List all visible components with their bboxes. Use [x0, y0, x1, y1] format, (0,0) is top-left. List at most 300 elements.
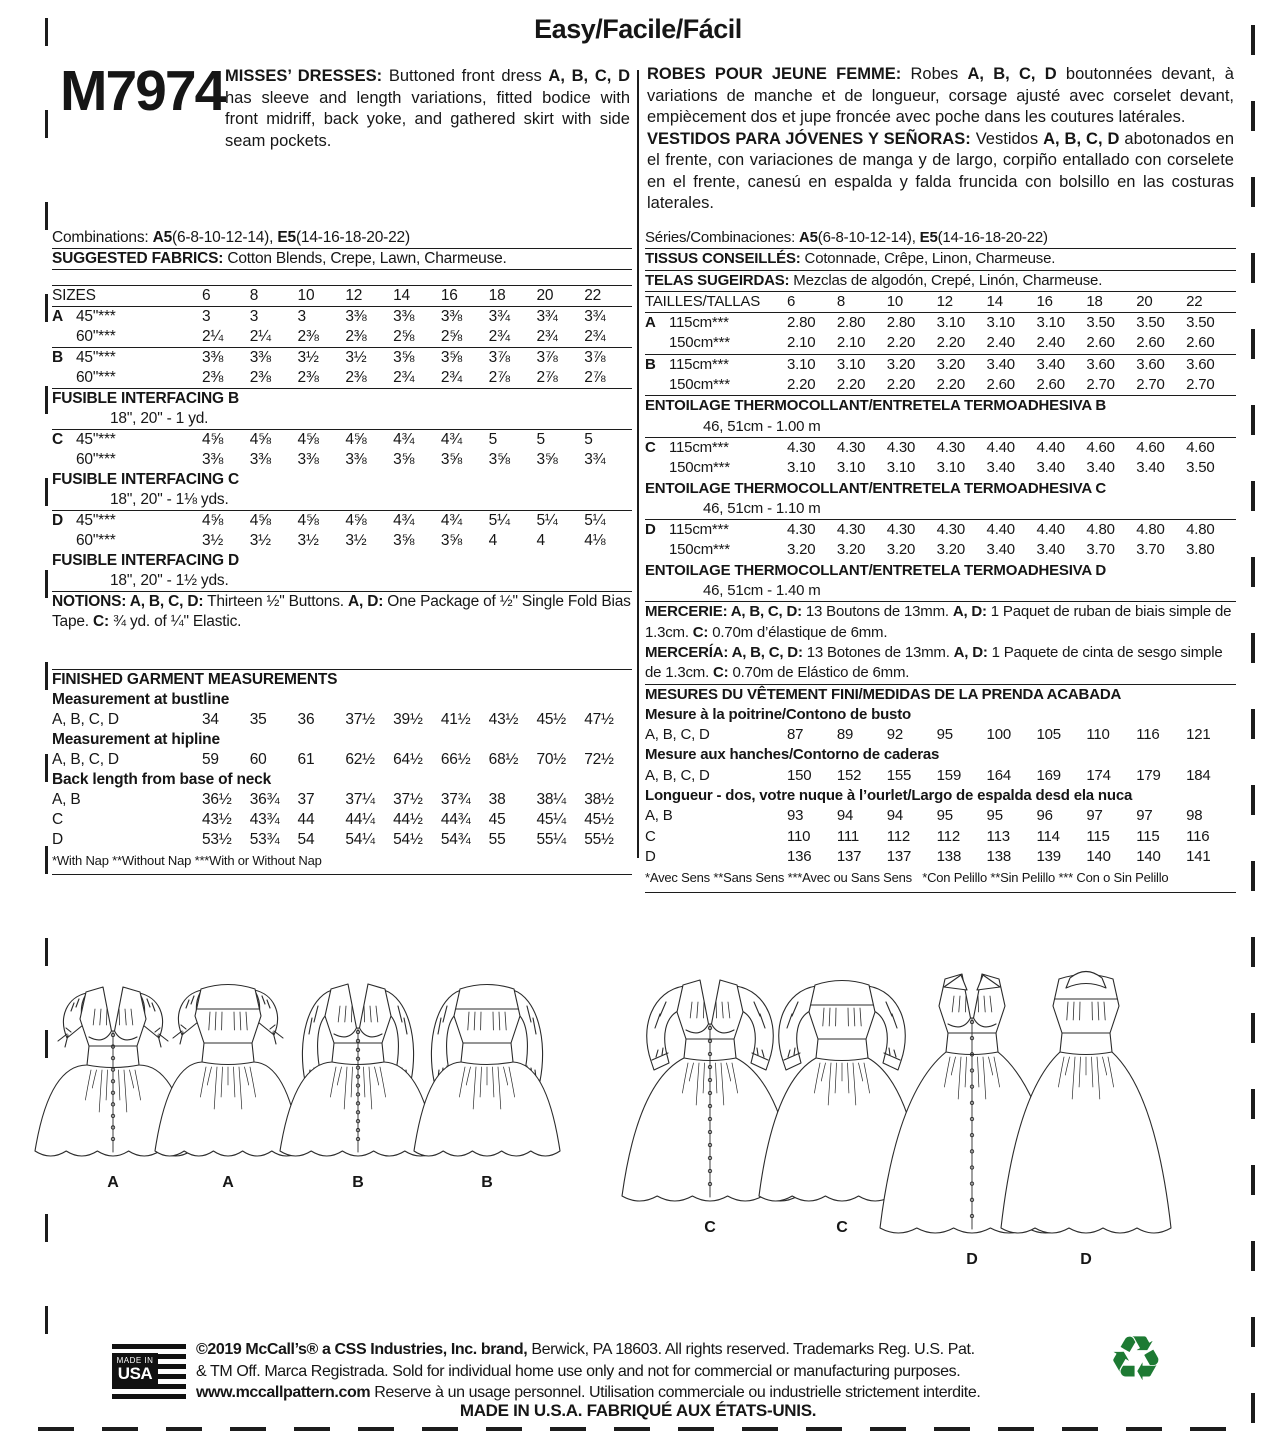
- yardage-value: 4.30: [886, 438, 916, 456]
- measurement-value: 174: [1086, 766, 1111, 784]
- measurement-value: 38: [488, 791, 506, 808]
- notions-text: NOTIONS: A, B, C, D: Thirteen ½" Buttons. A, D: One Package of ½" Single Fold Bias Tape. C: ¾ yd. of ¼" Elastic.: [52, 593, 631, 630]
- view-letter: D: [52, 512, 63, 529]
- yardage-value: 3.10: [1036, 314, 1065, 332]
- yardage-value: 3½: [345, 532, 367, 549]
- measurement-value: 116: [1136, 726, 1160, 744]
- dress-view-a-front: [35, 987, 191, 1191]
- yardage-value: 2.70: [1136, 376, 1165, 394]
- measurement-value: 93: [787, 807, 804, 825]
- yardage-value: 5: [536, 431, 545, 448]
- measurement-value: 70½: [536, 751, 567, 768]
- yardage-value: 2⅜: [345, 369, 367, 386]
- yardage-value: 3.20: [936, 541, 966, 559]
- fabric-width-label: 60"***: [76, 532, 116, 549]
- yardage-value: 2.80: [886, 314, 916, 332]
- measurement-value: 112: [886, 827, 911, 845]
- yardage-value: 3.10: [787, 355, 816, 373]
- yardage-value: 3⅝: [440, 532, 463, 549]
- size-label: 8: [249, 287, 259, 304]
- yardage-value: 3.10: [836, 459, 866, 477]
- yardage-value: 4: [536, 532, 545, 549]
- measurement-value: 105: [1036, 726, 1061, 744]
- measurement-views: C: [52, 811, 63, 828]
- yardage-value: 3.70: [1086, 541, 1115, 559]
- yardage-value: 5¼: [488, 512, 510, 529]
- fabric-width-label: 45"***: [76, 349, 116, 366]
- yardage-value: 3⅜: [202, 451, 224, 468]
- yardage-value: 2.10: [787, 334, 816, 352]
- measurement-value: 59: [202, 751, 219, 768]
- view-letter: C: [645, 438, 656, 456]
- measurement-views: D: [52, 831, 63, 848]
- yardage-value: 3.50: [1086, 314, 1115, 332]
- yardage-value: 3⅜: [345, 451, 367, 468]
- measurement-value: 100: [986, 726, 1011, 744]
- measurement-views: A, B, C, D: [645, 726, 710, 744]
- measurement-heading: Measurement at bustline: [52, 691, 230, 708]
- yardage-value: 3.20: [836, 541, 866, 559]
- measurement-value: 152: [836, 766, 862, 784]
- measurement-value: 37½: [345, 711, 375, 728]
- yardage-value: 3.10: [886, 459, 916, 477]
- measurement-value: 97: [1136, 807, 1153, 825]
- dress-view-d-back: [1001, 972, 1171, 1269]
- yardage-value: 3.20: [886, 541, 916, 559]
- view-label: D: [966, 1251, 978, 1268]
- size-label: 16: [1036, 292, 1053, 310]
- interfacing-yardage: 18", 20" - 1 yd.: [110, 410, 209, 427]
- made-in-usa-flag-logo: [112, 1344, 186, 1402]
- measurement-value: 87: [787, 726, 804, 744]
- size-table-title: SIZES: [52, 287, 96, 304]
- yardage-value: 4⅝: [297, 431, 319, 448]
- interfacing-yardage: 18", 20" - 1½ yds.: [110, 572, 229, 589]
- size-label: 22: [1186, 292, 1203, 310]
- sens-pelillo-footnote: *Avec Sens **Sans Sens ***Avec ou Sans Sens *Con Pelillo **Sin Pelillo *** Con o Sin Pelillo: [645, 867, 1236, 892]
- measurement-value: 44½: [393, 811, 423, 828]
- size-label: 12: [345, 287, 363, 304]
- view-label: C: [704, 1219, 716, 1236]
- yardage-value: 2⅞: [536, 369, 558, 386]
- yardage-value: 2¾: [488, 328, 510, 345]
- size-label: 16: [440, 287, 458, 304]
- measurement-value: 66½: [440, 751, 471, 768]
- yardage-value: 2¾: [536, 328, 558, 345]
- fabric-width-label: 60"***: [76, 451, 116, 468]
- measurement-value: 41½: [440, 711, 471, 728]
- yardage-value: 3⅝: [393, 349, 415, 366]
- measurement-value: 110: [1086, 726, 1110, 744]
- measurement-value: 121: [1186, 726, 1211, 744]
- yardage-value: 4⅝: [249, 431, 271, 448]
- measurement-value: 159: [936, 766, 962, 784]
- yardage-value: 2⅜: [249, 369, 271, 386]
- combinations-line: Combinations: A5(6-8-10-12-14), E5(14-16-18-20-22): [52, 229, 410, 246]
- yardage-value: 3.40: [1036, 541, 1065, 559]
- yardage-value: 2.60: [1086, 334, 1115, 352]
- measurement-value: 184: [1186, 766, 1211, 784]
- yardage-value: 3⅝: [393, 451, 415, 468]
- yardage-value: 2.60: [1036, 376, 1065, 394]
- measurement-value: 37¼: [345, 791, 375, 808]
- view-label: A: [222, 1174, 234, 1191]
- yardage-value: 4⅝: [345, 431, 367, 448]
- interfacing-heading: ENTOILAGE THERMOCOLLANT/ENTRETELA TERMOADHESIVA B: [645, 395, 1236, 416]
- measurement-value: 155: [886, 766, 912, 784]
- yardage-value: 5¼: [584, 512, 606, 529]
- measurement-value: 45½: [584, 811, 614, 828]
- measurement-value: 54¼: [345, 831, 375, 848]
- yardage-value: 3.60: [1136, 355, 1165, 373]
- yardage-value: 2¾: [584, 328, 606, 345]
- pattern-number: M7974: [60, 59, 225, 123]
- yardage-value: 4.60: [1186, 438, 1215, 456]
- yardage-value: 4¾: [440, 512, 463, 529]
- yardage-value: 3½: [249, 532, 271, 549]
- measurement-value: 96: [1036, 807, 1053, 825]
- measurement-views: A, B, C, D: [645, 766, 710, 784]
- yardage-value: 2⅜: [297, 328, 319, 345]
- yardage-value: 2⅝: [393, 328, 415, 345]
- measurement-value: 140: [1136, 847, 1161, 865]
- yardage-value: 4¾: [393, 512, 415, 529]
- yardage-value: 4⅝: [202, 512, 224, 529]
- measurement-value: 35: [249, 711, 267, 728]
- yardage-value: 5: [488, 431, 498, 448]
- measurement-value: 37½: [393, 791, 423, 808]
- size-label: 18: [1086, 292, 1103, 310]
- measurement-heading: Measurement at hipline: [52, 731, 220, 748]
- measurement-value: 95: [936, 726, 953, 744]
- yardage-value: 2¼: [249, 328, 271, 345]
- yardage-value: 3⅝: [488, 451, 510, 468]
- measurement-value: 45½: [536, 711, 567, 728]
- yardage-value: 2⅞: [584, 369, 606, 386]
- measurement-heading: Mesure aux hanches/Contorno de caderas: [645, 746, 940, 764]
- yardage-value: 2.60: [986, 376, 1015, 394]
- measurement-value: 138: [936, 847, 962, 865]
- measurement-value: 38¼: [536, 791, 567, 808]
- fabric-width-label: 150cm***: [669, 541, 730, 559]
- yardage-value: 2.70: [1186, 376, 1215, 394]
- yardage-value: 4.30: [936, 521, 966, 539]
- telas-line: TELAS SUGEIRDAS: Mezclas de algodón, Crepé, Linón, Charmeuse.: [645, 270, 1236, 291]
- series-combinaciones-line: Séries/Combinaciones: A5(6-8-10-12-14), E5(14-16-18-20-22): [645, 229, 1048, 246]
- measurement-value: 97: [1086, 807, 1103, 825]
- interfacing-yardage: 46, 51cm - 1.10 m: [703, 499, 821, 517]
- dress-view-a-back: [155, 985, 301, 1192]
- measurement-views: C: [645, 827, 656, 845]
- measurement-value: 139: [1036, 847, 1061, 865]
- measurement-value: 37: [297, 791, 315, 808]
- measurement-value: 179: [1136, 766, 1161, 784]
- yardage-value: 3: [249, 308, 259, 325]
- yardage-value: 3.60: [1186, 355, 1215, 373]
- difficulty-label: Easy/Facile/Fácil: [534, 14, 742, 44]
- fabric-width-label: 150cm***: [669, 459, 730, 477]
- view-label: A: [107, 1174, 119, 1191]
- yardage-value: 4.30: [886, 521, 916, 539]
- interfacing-heading: ENTOILAGE THERMOCOLLANT/ENTRETELA TERMOADHESIVA D: [645, 561, 1107, 579]
- yardage-value: 3½: [202, 532, 224, 549]
- yardage-value: 2.20: [787, 376, 816, 394]
- yardage-value: 3⅜: [345, 308, 367, 325]
- yardage-value: 3¾: [536, 308, 558, 325]
- view-letter: C: [52, 431, 63, 448]
- yardage-value: 4¾: [393, 431, 415, 448]
- measurement-value: 115: [1136, 827, 1160, 845]
- view-letter: B: [645, 355, 656, 373]
- yardage-value: 3.50: [1186, 314, 1215, 332]
- measurement-value: 95: [986, 807, 1003, 825]
- yardage-value: 4.40: [986, 521, 1015, 539]
- fabric-width-label: 45"***: [76, 512, 116, 529]
- yardage-value: 3.10: [936, 459, 966, 477]
- yardage-value: 4.30: [836, 521, 866, 539]
- measurement-value: 45¼: [536, 811, 567, 828]
- measurement-value: 54: [297, 831, 315, 848]
- yardage-value: 3.10: [787, 459, 816, 477]
- measurement-value: 61: [297, 751, 315, 768]
- measurement-value: 110: [787, 827, 811, 845]
- suggested-fabrics-line: SUGGESTED FABRICS: Cotton Blends, Crepe, Lawn, Charmeuse.: [52, 248, 632, 270]
- yardage-value: 3.50: [1136, 314, 1165, 332]
- interfacing-heading: FUSIBLE INTERFACING C: [52, 471, 239, 488]
- yardage-value: 2.20: [886, 376, 916, 394]
- yardage-value: 4.30: [936, 438, 966, 456]
- view-letter: D: [645, 521, 656, 539]
- yardage-value: 4.80: [1086, 521, 1115, 539]
- dress-view-b-back: [414, 985, 560, 1192]
- measurement-value: 34: [202, 711, 219, 728]
- yardage-value: 3: [297, 308, 306, 325]
- measurement-value: 137: [886, 847, 912, 865]
- measurement-value: 141: [1186, 847, 1211, 865]
- measurement-value: 44: [297, 811, 315, 828]
- dress-view-b-front: [280, 984, 436, 1191]
- measurement-value: 53½: [202, 831, 232, 848]
- measurement-value: 94: [836, 807, 854, 825]
- fabric-width-label: 115cm***: [669, 438, 729, 456]
- measurement-value: 140: [1086, 847, 1111, 865]
- yardage-value: 4⅝: [345, 512, 367, 529]
- yardage-value: 4¾: [440, 431, 463, 448]
- measurement-value: 36½: [202, 791, 232, 808]
- yardage-value: 2.70: [1086, 376, 1115, 394]
- size-label: 18: [488, 287, 506, 304]
- measurement-heading: Mesure à la poitrine/Contono de busto: [645, 705, 911, 723]
- yardage-value: 3¾: [584, 451, 606, 468]
- fabric-width-label: 115cm***: [669, 314, 729, 332]
- yardage-value: 3⅜: [297, 451, 319, 468]
- finished-measurements-title: FINISHED GARMENT MEASUREMENTS: [52, 669, 632, 690]
- yardage-value: 2.80: [836, 314, 866, 332]
- yardage-value: 2.60: [1186, 334, 1215, 352]
- fabric-width-label: 45"***: [76, 431, 116, 448]
- yardage-value: 3.20: [886, 355, 916, 373]
- yardage-value: 3⅝: [536, 451, 558, 468]
- yardage-value: 2.40: [1036, 334, 1065, 352]
- fabric-width-label: 115cm***: [669, 521, 729, 539]
- yardage-value: 3.10: [836, 355, 866, 373]
- fabric-width-label: 60"***: [76, 328, 116, 345]
- measurement-value: 44¾: [440, 811, 471, 828]
- yardage-value: 3.20: [787, 541, 816, 559]
- size-label: 8: [836, 292, 846, 310]
- measurement-views: A, B, C, D: [52, 711, 119, 728]
- measurement-value: 55: [488, 831, 506, 848]
- measurement-views: A, B: [52, 791, 81, 808]
- measurement-heading: Longueur - dos, votre nuque à l’ourlet/Largo de espalda desd ela nuca: [645, 787, 1133, 805]
- yardage-value: 3.40: [986, 541, 1015, 559]
- yardage-value: 3⅝: [440, 451, 463, 468]
- fabric-width-label: 115cm***: [669, 355, 729, 373]
- yardage-value: 4.80: [1186, 521, 1215, 539]
- interfacing-yardage: 46, 51cm - 1.40 m: [703, 582, 821, 600]
- yardage-value: 3.40: [986, 459, 1015, 477]
- yardage-value: 3½: [297, 532, 319, 549]
- yardage-value: 2.40: [986, 334, 1015, 352]
- yardage-value: 3.50: [1186, 459, 1215, 477]
- yardage-value: 3.40: [1036, 355, 1065, 373]
- interfacing-heading: ENTOILAGE THERMOCOLLANT/ENTRETELA TERMOADHESIVA C: [645, 479, 1107, 497]
- measurement-value: 38½: [584, 791, 614, 808]
- yardage-value: 2¼: [202, 328, 224, 345]
- measurement-value: 43½: [488, 711, 519, 728]
- measurement-value: 55¼: [536, 831, 567, 848]
- yardage-value: 3.40: [1136, 459, 1165, 477]
- measurement-value: 72½: [584, 751, 614, 768]
- measurement-heading: Back length from base of neck: [52, 771, 272, 788]
- measurement-views: A, B, C, D: [52, 751, 119, 768]
- measurement-value: 45: [488, 811, 506, 828]
- nap-footnote: *With Nap **Without Nap ***With or Without Nap: [52, 850, 632, 875]
- copyright-line: www.mccallpattern.com Reserve à un usage personnel. Utilisation commerciale ou industrielle strictement interdite.: [196, 1384, 981, 1401]
- yardage-value: 3¾: [488, 308, 510, 325]
- measurement-value: 164: [986, 766, 1011, 784]
- yardage-value: 3.40: [986, 355, 1015, 373]
- yardage-value: 2.60: [1136, 334, 1165, 352]
- view-letter: A: [52, 308, 63, 325]
- tissus-line: TISSUS CONSEILLÉS: Cotonnade, Crêpe, Linon, Charmeuse.: [645, 248, 1236, 269]
- yardage-value: 2.20: [836, 376, 866, 394]
- yardage-value: 3½: [297, 349, 319, 366]
- description-english: MISSES’ DRESSES: Buttoned front dress A, B, C, D has sleeve and length variations, fitted bodice with front midriff, back yoke, and gathered skirt with side seam pockets.: [225, 67, 631, 150]
- size-label: 6: [202, 287, 211, 304]
- yardage-value: 2⅞: [488, 369, 510, 386]
- measurement-value: 169: [1036, 766, 1061, 784]
- yardage-value: 3.20: [936, 355, 966, 373]
- yardage-value: 2.20: [886, 334, 916, 352]
- yardage-value: 2⅝: [440, 328, 463, 345]
- yardage-value: 3.40: [1036, 459, 1065, 477]
- measurement-value: 47½: [584, 711, 614, 728]
- measurement-value: 43½: [202, 811, 232, 828]
- yardage-value: 4.40: [1036, 438, 1065, 456]
- size-label: 10: [297, 287, 315, 304]
- description-french: ROBES POUR JEUNE FEMME: Robes A, B, C, D boutonnées devant, à variations de manche et de longueur, corsage ajusté avec corselet devant, empiècement dos et jupe froncée avec poche dans les coutures latérales.: [647, 65, 1234, 126]
- measurement-value: 95: [936, 807, 953, 825]
- yardage-value: 2.20: [936, 334, 966, 352]
- yardage-value: 4.30: [836, 438, 866, 456]
- measurement-value: 39½: [393, 711, 423, 728]
- yardage-value: 3⅞: [536, 349, 558, 366]
- yardage-value: 4.40: [1036, 521, 1065, 539]
- interfacing-yardage: 18", 20" - 1⅛ yds.: [110, 491, 229, 508]
- yardage-value: 3⅞: [584, 349, 606, 366]
- copyright-text: [196, 1339, 1116, 1404]
- size-label: 12: [936, 292, 953, 310]
- fabric-width-label: 150cm***: [669, 376, 730, 394]
- measurement-value: 138: [986, 847, 1011, 865]
- size-label: 6: [787, 292, 796, 310]
- size-label: 20: [536, 287, 554, 304]
- yardage-value: 2.10: [836, 334, 866, 352]
- yardage-value: 3.60: [1086, 355, 1115, 373]
- size-label: 22: [584, 287, 602, 304]
- yardage-value: 4.30: [787, 438, 816, 456]
- mesures-title: MESURES DU VÊTEMENT FINI/MEDIDAS DE LA PRENDA ACABADA: [645, 684, 1236, 705]
- measurement-value: 94: [886, 807, 904, 825]
- size-label: 14: [986, 292, 1003, 310]
- copyright-line: & TM Off. Marca Registrada. Sold for individual home use only and not for commercial or manufacturing purposes.: [196, 1362, 961, 1380]
- yardage-value: 2⅜: [297, 369, 319, 386]
- view-label: B: [352, 1174, 364, 1191]
- mercerie-text: MERCERIE: A, B, C, D: 13 Boutons de 13mm. A, D: 1 Paquet de ruban de biais simple de 1.3cm. C: 0.70m d’élastique de 6mm.: [645, 601, 1236, 643]
- yardage-value: 2.80: [787, 314, 816, 332]
- measurement-value: 115: [1086, 827, 1110, 845]
- yardage-value: 3.70: [1136, 541, 1165, 559]
- measurement-value: 137: [836, 847, 862, 865]
- yardage-value: 3⅜: [202, 349, 224, 366]
- yardage-value: 5: [584, 431, 593, 448]
- yardage-value: 3.80: [1186, 541, 1215, 559]
- measurement-value: 43¾: [249, 811, 280, 828]
- measurement-value: 116: [1186, 827, 1210, 845]
- interfacing-heading: FUSIBLE INTERFACING B: [52, 388, 632, 409]
- view-letter: B: [52, 349, 63, 366]
- yardage-value: 2.20: [936, 376, 966, 394]
- measurement-value: 89: [836, 726, 854, 744]
- yardage-value: 4.80: [1136, 521, 1165, 539]
- measurement-value: 36¾: [249, 791, 280, 808]
- interfacing-heading: FUSIBLE INTERFACING D: [52, 552, 239, 569]
- yardage-value: 3⅝: [440, 349, 463, 366]
- measurement-value: 112: [936, 827, 960, 845]
- yardage-value: 5¼: [536, 512, 558, 529]
- measurement-value: 54¾: [440, 831, 471, 848]
- fabric-width-label: 60"***: [76, 369, 116, 386]
- description-spanish: VESTIDOS PARA JÓVENES Y SEÑORAS: Vestidos A, B, C, D abotonados en el frente, con variaciones de manga y de largo, corpiño entallado con corselete en el frente, canesú en espalda y falda fruncida con bolsillo en las costuras laterales.: [647, 129, 1234, 212]
- size-label: 20: [1136, 292, 1153, 310]
- fabric-width-label: 150cm***: [669, 334, 730, 352]
- view-letter: A: [645, 314, 656, 332]
- yardage-value: 3.10: [936, 314, 966, 332]
- yardage-value: 3: [202, 308, 211, 325]
- yardage-value: 3.40: [1086, 459, 1115, 477]
- yardage-value: 4.60: [1136, 438, 1165, 456]
- measurement-value: 53¾: [249, 831, 280, 848]
- measurement-value: 55½: [584, 831, 614, 848]
- merceria-text: MERCERÍA: A, B, C, D: 13 Botones de 13mm. A, D: 1 Paquete de cinta de sesgo simple de 1.3cm. C: 0.70m de Elástico de 6mm.: [645, 643, 1223, 682]
- yardage-value: 3.10: [986, 314, 1015, 332]
- measurement-value: 62½: [345, 751, 375, 768]
- measurement-value: 111: [836, 827, 860, 845]
- measurement-value: 136: [787, 847, 812, 865]
- view-label: C: [836, 1219, 848, 1236]
- yardage-value: 2¾: [440, 369, 463, 386]
